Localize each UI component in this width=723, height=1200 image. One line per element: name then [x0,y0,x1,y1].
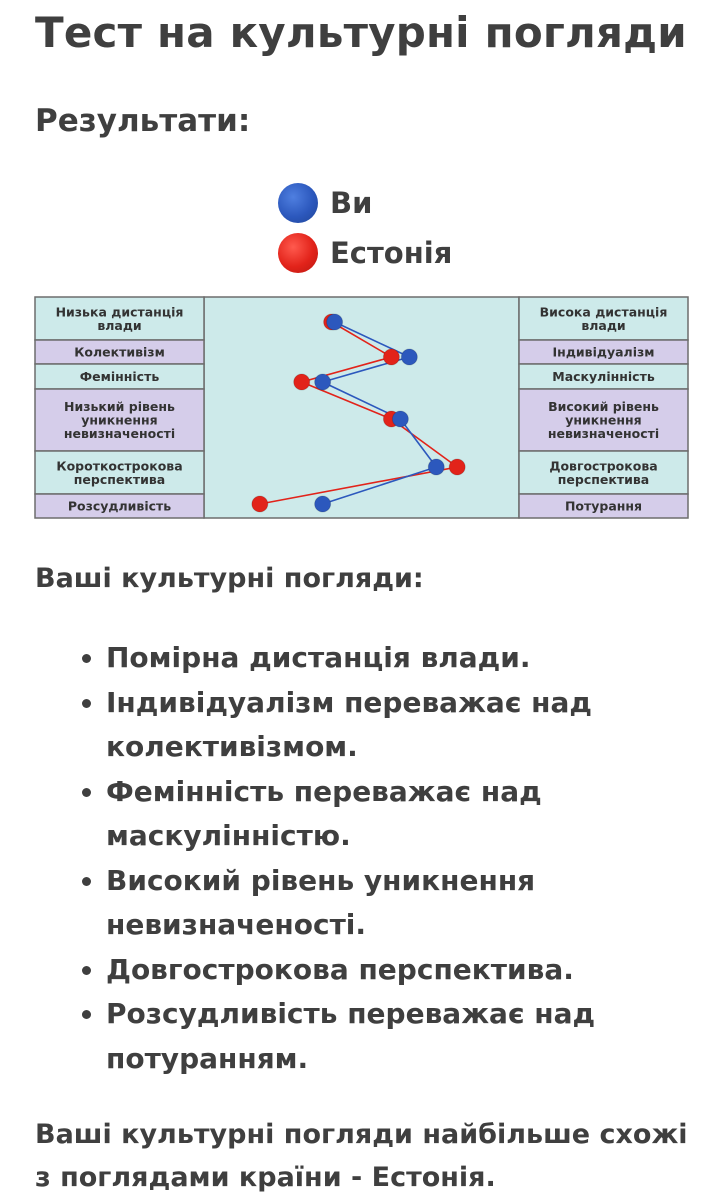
dimension-high-label: Висока дистанція влади [539,304,668,333]
dimension-low-label: Низький рівень уникнення невизначеності [63,399,176,441]
series-point [294,374,310,390]
dimension-high-label: Високий рівень уникнення невизначеності [547,399,660,441]
legend-label-country: Естонія [330,236,453,270]
legend-label-you: Ви [330,186,373,220]
trait-item: • Індивідуалізм переважає над колективізмом. [106,681,686,770]
culture-chart [0,0,723,540]
series-point [392,411,408,427]
dimension-high-label: Довгострокова перспектива [549,458,658,487]
results-subtitle: Результати: [35,103,251,139]
series-point [383,349,399,365]
dimension-low-label: Розсудливість [67,498,172,514]
trait-item: • Високий рівень уникнення невизначеності. [106,859,686,948]
dimension-low-label: Короткострокова перспектива [56,458,183,487]
trait-item: • Фемінність переважає над маскулінністю. [106,770,686,859]
series-point [315,496,331,512]
dimension-low-label: Низька дистанція влади [55,304,184,333]
dimension-high-label: Індивідуалізм [552,344,655,360]
trait-item: • Розсудливість переважає над потуранням. [106,992,686,1081]
dimension-low-label: Колективізм [74,344,165,360]
page-title: Тест на культурні погляди [35,8,687,57]
dimension-high-label: Маскулінність [552,369,655,384]
traits-list [62,636,686,1081]
trait-item: • Помірна дистанція влади. [106,636,686,681]
series-point [327,314,343,330]
series-point [252,496,268,512]
series-point [315,374,331,390]
series-point [401,349,417,365]
series-point [428,459,444,475]
trait-item: • Довгострокова перспектива. [106,948,686,993]
series-point [449,459,465,475]
dimension-high-label: Потурання [564,498,643,514]
dimension-low-label: Фемінність [79,369,160,384]
conclusion-text: Ваші культурні погляди найбільше схожі з поглядами країни - Естонія. [35,1119,688,1193]
results-heading: Ваші культурні погляди: [35,563,424,594]
